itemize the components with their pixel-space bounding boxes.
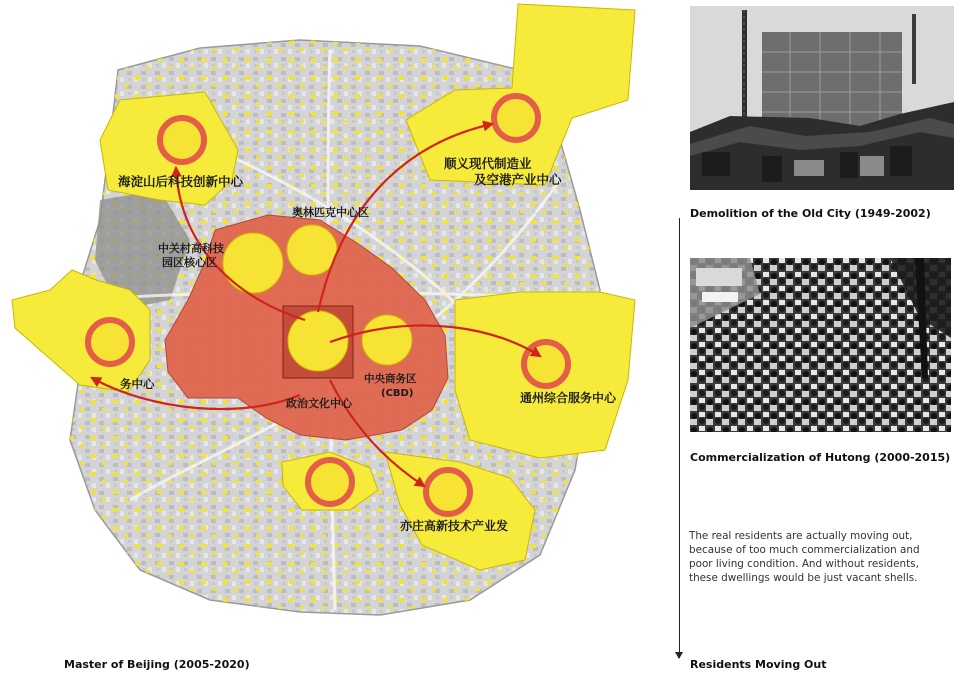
label-cbd-line1: 中央商务区: [364, 373, 417, 385]
hutong-crowd-photo: [690, 258, 951, 432]
ring-haidian: [160, 118, 204, 162]
residents-paragraph: The real residents are actually moving out, because of too much commercialization and poor living condition. And without residents, these dwellings would be just vacant shells.: [689, 530, 920, 584]
timeline-footer: Residents Moving Out: [690, 658, 827, 671]
ring-shunyi: [494, 96, 538, 140]
label-tongzhou: 通州综合服务中心: [520, 391, 617, 405]
label-shunyi-line2: 及空港产业中心: [474, 172, 562, 187]
label-zhongguancun-line1: 中关村高科技: [158, 242, 224, 255]
hutong-caption: Commercialization of Hutong (2000-2015): [690, 451, 951, 464]
label-west: 务中心: [120, 377, 155, 391]
label-yizhuang: 亦庄高新技术产业发: [400, 519, 509, 533]
label-haidian: 海淀山后科技创新中心: [118, 174, 244, 189]
ring-tongzhou: [524, 342, 568, 386]
timeline-line: [679, 218, 680, 658]
label-cbd-line2: (CBD): [381, 388, 414, 399]
label-shunyi-line1: 顺义现代制造业: [444, 156, 532, 171]
ring-south: [308, 460, 352, 504]
label-zhongguancun-line2: 园区核心区: [162, 256, 217, 269]
label-political: 政治文化中心: [286, 397, 352, 410]
demolition-photo: [690, 6, 954, 190]
map-caption: Master of Beijing (2005-2020): [64, 658, 250, 671]
demolition-caption: Demolition of the Old City (1949-2002): [690, 207, 931, 220]
timeline-arrow-icon: [675, 652, 683, 659]
label-olympic: 奥林匹克中心区: [292, 206, 369, 219]
ring-west: [88, 320, 132, 364]
ring-yizhuang: [426, 470, 470, 514]
